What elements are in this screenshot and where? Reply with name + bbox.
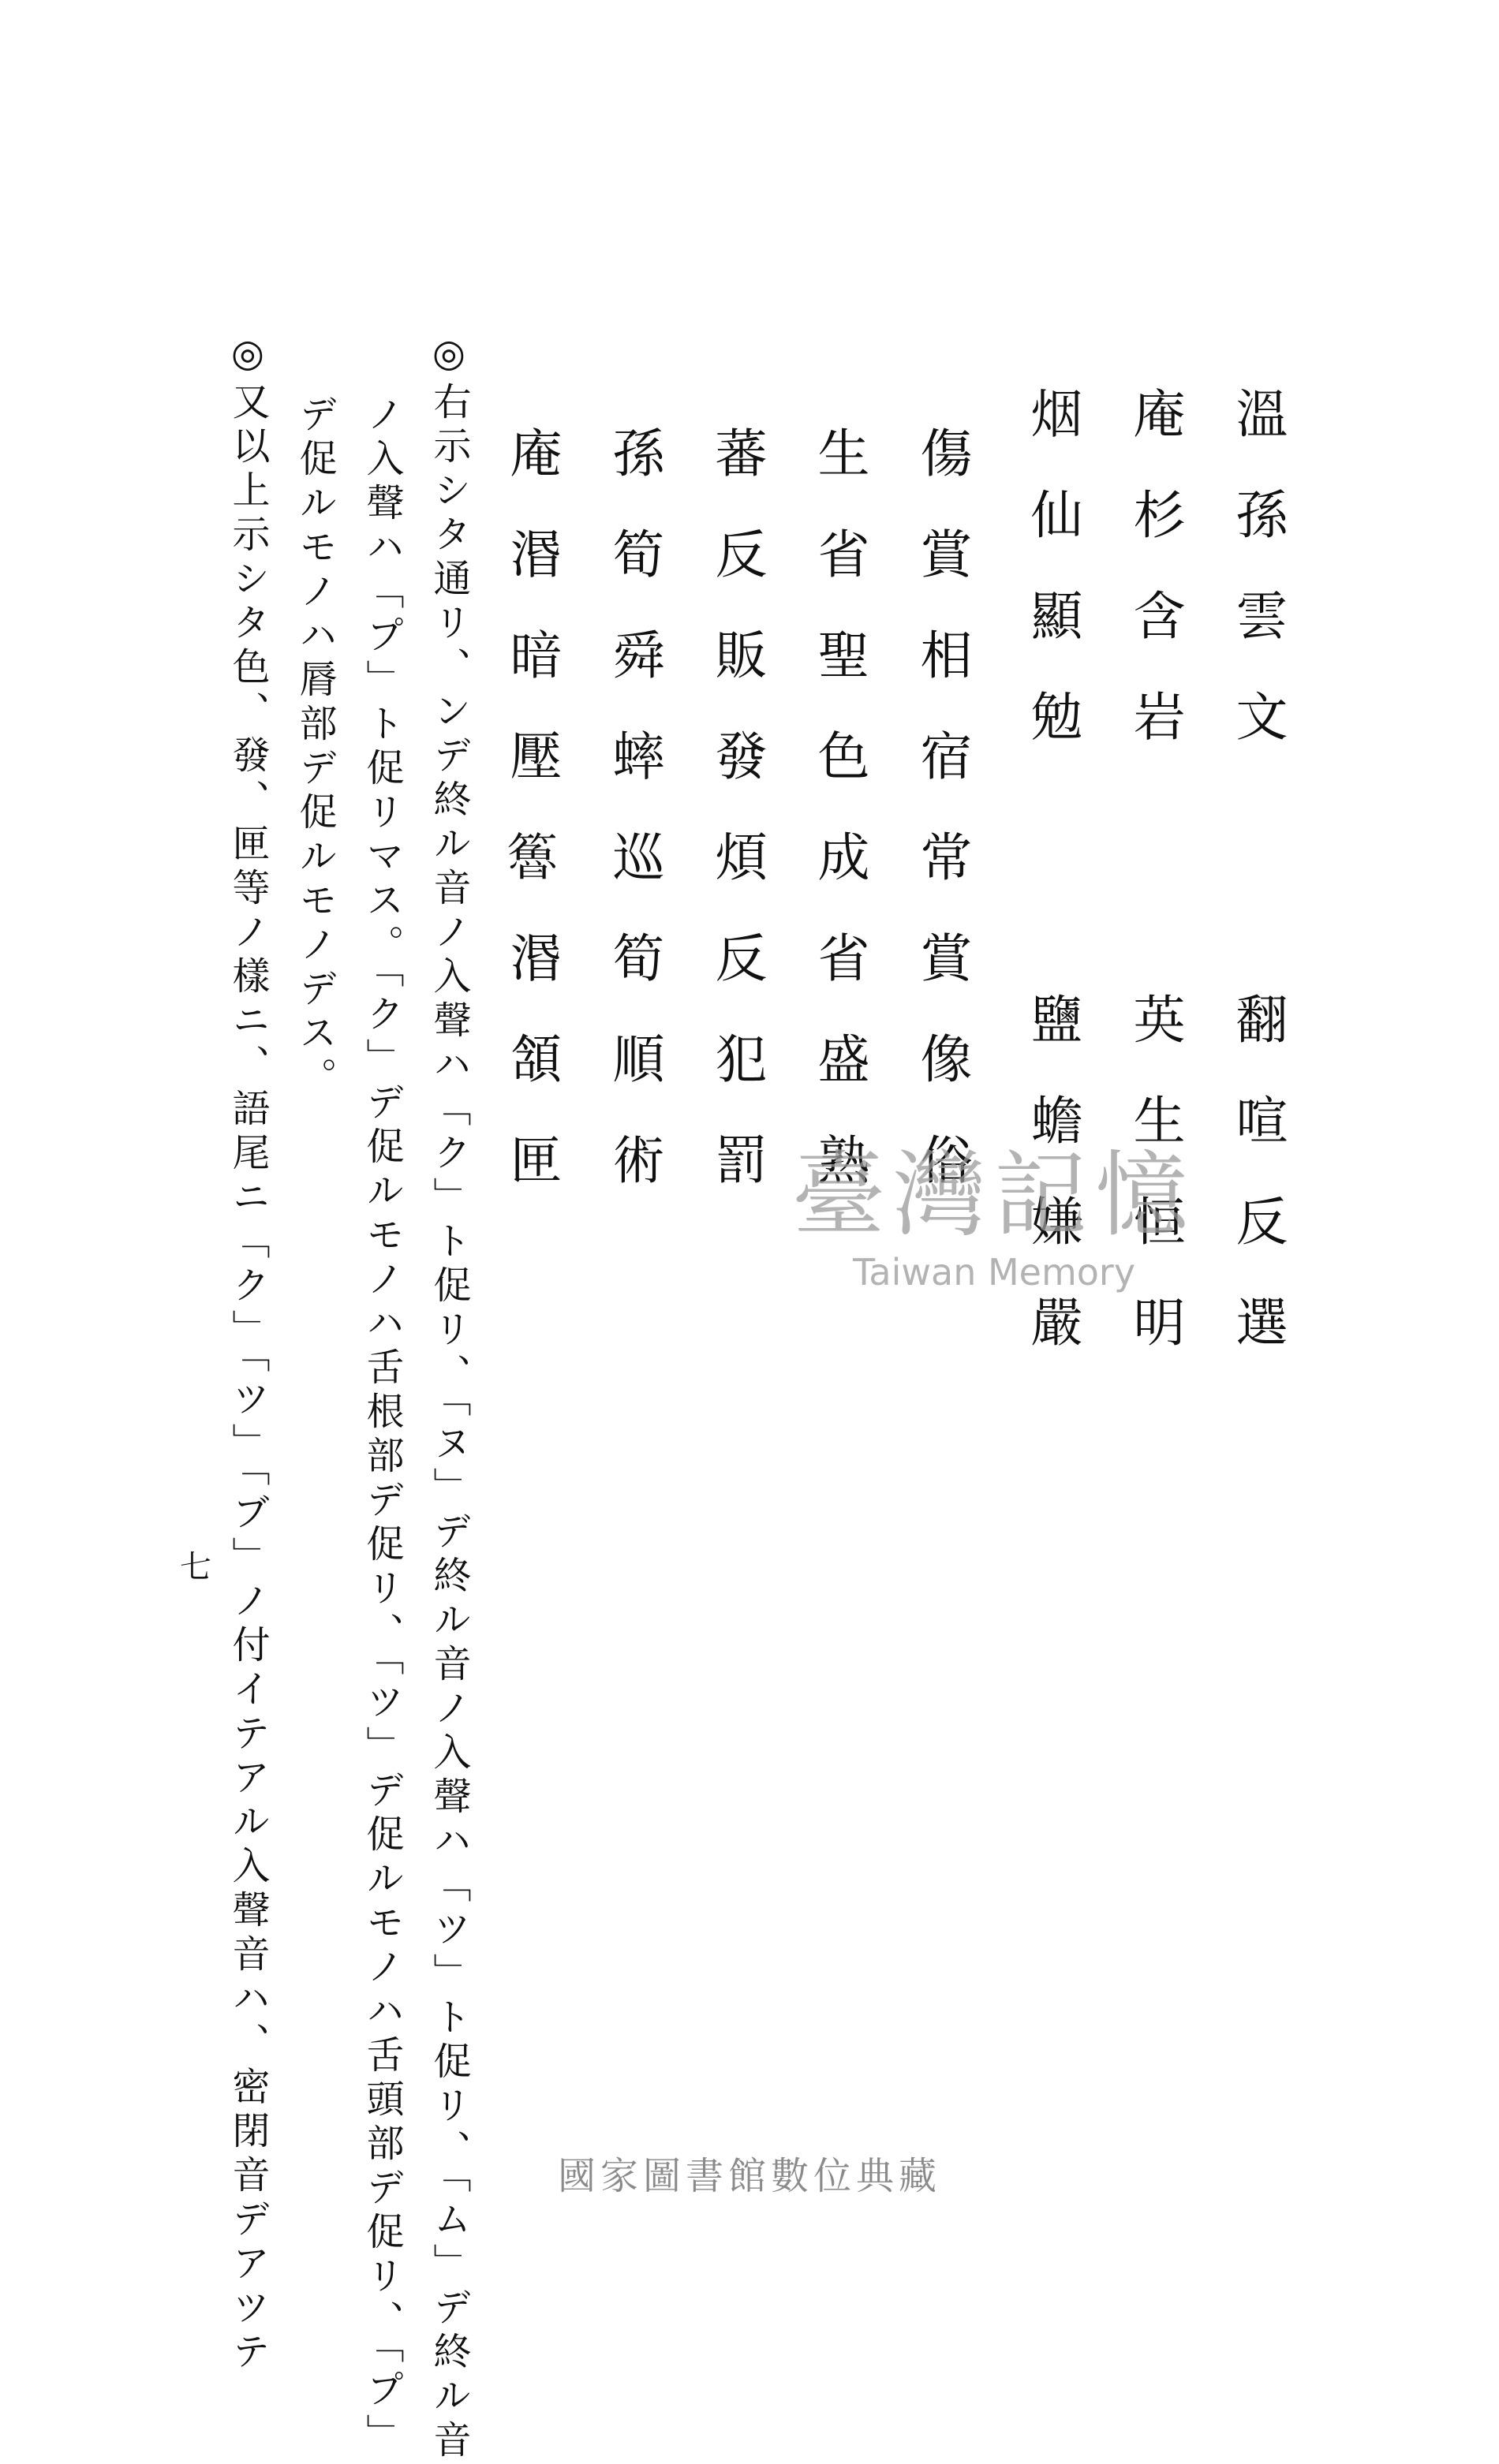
char-column-3: 烟仙顯勉 鹽蟾嫌嚴 bbox=[1022, 386, 1082, 1396]
char-column-7: 孫筍舜蟀巡筍順術 bbox=[604, 426, 664, 1234]
note-line-2: ノ入聲ハ「プ」ト促リマス。「ク」デ促ルモノハ舌根部デ促リ、「ツ」デ促ルモノハ舌頭部デ促リ、「プ」 bbox=[360, 394, 404, 2458]
watermark-sub: Taiwan Memory bbox=[852, 1251, 1136, 1294]
char-column-1: 溫孫雲文 翻喧反選 bbox=[1227, 386, 1288, 1396]
char-column-4: 傷賞相宿常賞像俗 bbox=[911, 426, 972, 1234]
char-column-5: 生省聖色成省盛熟 bbox=[809, 426, 869, 1234]
watermark-main: 臺灣記憶 bbox=[791, 1141, 1196, 1249]
char-column-2: 庵杉含岩 英生恒明 bbox=[1124, 386, 1185, 1396]
char-column-8: 庵湣暗壓𥶇湣頷匣 bbox=[501, 426, 562, 1234]
note-line-3: デ促ルモノハ脣部デ促ルモノデス。 bbox=[293, 394, 337, 1101]
footer-text: 國家圖書館數位典藏 bbox=[557, 2154, 941, 2198]
page-number: 七 bbox=[180, 1549, 211, 1585]
char-column-6: 蕃反販發煩反犯罰 bbox=[706, 426, 767, 1234]
note-line-1: ◎右示シタ通リ、ンデ終ル音ノ入聲ハ「ク」ト促リ、「ヌ」デ終ル音ノ入聲ハ「ツ」ト促リ、「ム」デ終ル音 bbox=[427, 331, 471, 2464]
note-line-4: ◎又以上示シタ色、發、匣等ノ樣ニ、語尾ニ「ク」「ツ」「ブ」ノ付イテアル入聲音ハ、密閉音デアツテ bbox=[226, 331, 270, 2376]
